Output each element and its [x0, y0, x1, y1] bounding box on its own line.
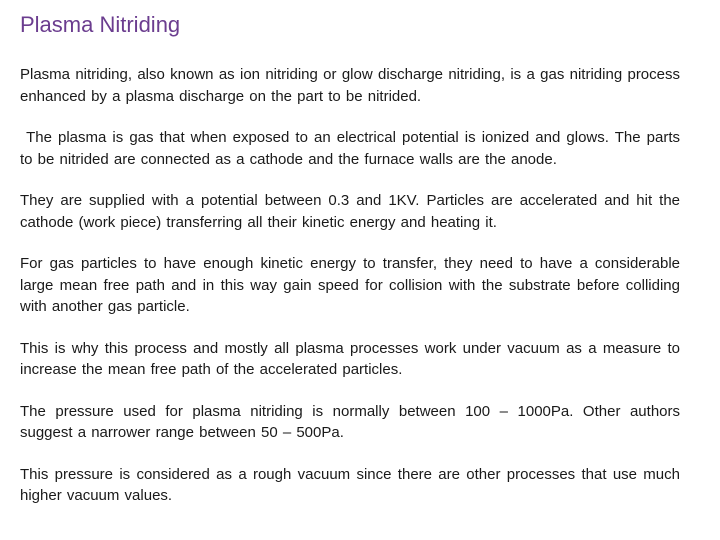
paragraph-6: The pressure used for plasma nitriding is normally between 100 – 1000Pa. Other authors suggest a narrower range between 50 – 500Pa. — [20, 402, 680, 441]
paragraph-4: For gas particles to have enough kinetic energy to transfer, they need to have a considerable large mean free path and in this way gain speed for collision with the substrate before colliding with another gas particle. — [20, 255, 680, 315]
slide-title: Plasma Nitriding — [20, 12, 181, 37]
paragraph-1: Plasma nitriding, also known as ion nitriding or glow discharge nitriding, is a gas nitriding process enhanced by a plasma discharge on the part to be nitrided. — [20, 66, 680, 105]
paragraph-3: They are supplied with a potential between 0.3 and 1KV. Particles are accelerated and hit the cathode (work piece) transferring all their kinetic energy and heating it. — [20, 192, 680, 231]
slide-body — [20, 64, 686, 507]
paragraph-5: This is why this process and mostly all plasma processes work under vacuum as a measure to increase the mean free path of the accelerated particles. — [20, 339, 680, 378]
paragraph-2: The plasma is gas that when exposed to an electrical potential is ionized and glows. The parts to be nitrided are connected as a cathode and the furnace walls are the anode. — [20, 129, 686, 168]
paragraph-7: This pressure is considered as a rough vacuum since there are other processes that use much higher vacuum values. — [20, 465, 680, 504]
